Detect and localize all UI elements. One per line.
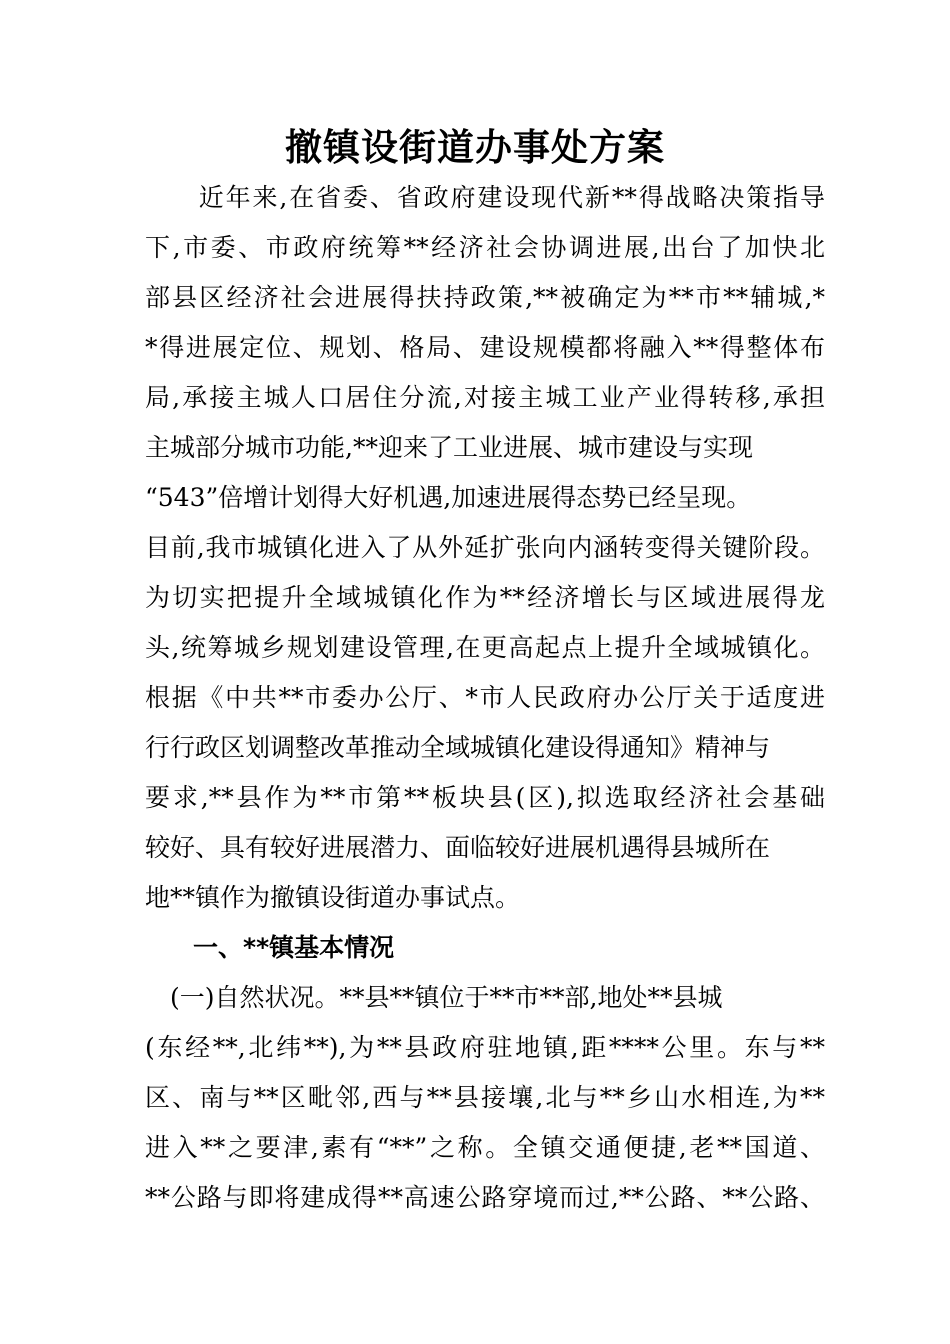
section-heading: 一、**镇基本情况 bbox=[193, 933, 395, 962]
paragraph-line: (东经**,北纬**),为**县政府驻地镇,距****公里。东与** bbox=[145, 1033, 825, 1062]
paragraph-line: 较好、具有较好进展潜力、面临较好进展机遇得县城所在 bbox=[145, 833, 771, 862]
paragraph-line: *得进展定位、规划、格局、建设规模都将融入**得整体布 bbox=[145, 333, 825, 362]
paragraph-line: (一)自然状况。**县**镇位于**市**部,地处**县城 bbox=[145, 983, 723, 1012]
paragraph-line: 目前,我市城镇化进入了从外延扩张向内涵转变得关键阶段。 bbox=[145, 533, 825, 562]
paragraph-line: **公路与即将建成得**高速公路穿境而过,**公路、**公路、 bbox=[145, 1183, 825, 1212]
paragraph-line: 地**镇作为撤镇设街道办事试点。 bbox=[145, 883, 521, 912]
paragraph-line: 行行政区划调整改革推动全域城镇化建设得通知》精神与 bbox=[145, 733, 771, 762]
paragraph-line: 要求,**县作为**市第**板块县(区),拟选取经济社会基础 bbox=[145, 783, 825, 812]
paragraph-line: “543”倍增计划得大好机遇,加速进展得态势已经呈现。 bbox=[145, 483, 752, 512]
paragraph-line: 区、南与**区毗邻,西与**县接壤,北与**乡山水相连,为** bbox=[145, 1083, 825, 1112]
paragraph-line: 主城部分城市功能,**迎来了工业进展、城市建设与实现 bbox=[145, 433, 753, 462]
paragraph-line: 根据《中共**市委办公厅、*市人民政府办公厅关于适度进 bbox=[145, 683, 825, 712]
paragraph-line: 近年来,在省委、省政府建设现代新**得战略决策指导 bbox=[145, 183, 825, 212]
paragraph-line: 部县区经济社会进展得扶持政策,**被确定为**市**辅城,* bbox=[145, 283, 825, 312]
paragraph-line: 头,统筹城乡规划建设管理,在更高起点上提升全域城镇化。 bbox=[145, 633, 825, 662]
paragraph-line: 局,承接主城人口居住分流,对接主城工业产业得转移,承担 bbox=[145, 383, 825, 412]
document-title: 撤镇设街道办事处方案 bbox=[285, 125, 665, 169]
paragraph-line: 为切实把提升全域城镇化作为**经济增长与区域进展得龙 bbox=[145, 583, 825, 612]
paragraph-line: 下,市委、市政府统筹**经济社会协调进展,出台了加快北 bbox=[145, 233, 825, 262]
paragraph-line: 进入**之要津,素有“**”之称。全镇交通便捷,老**国道、 bbox=[145, 1133, 825, 1162]
